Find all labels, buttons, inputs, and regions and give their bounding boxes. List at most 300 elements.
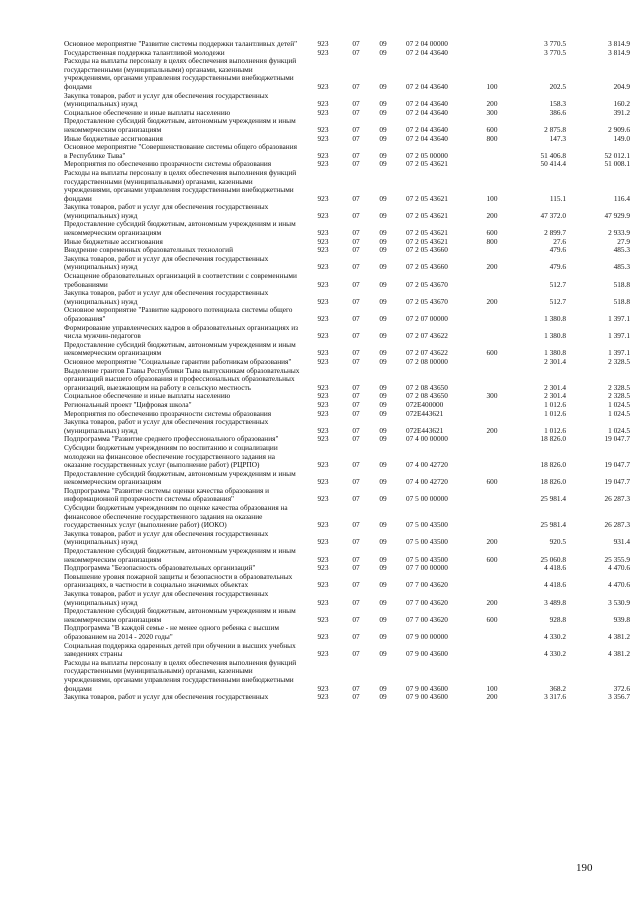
cell-expense-type bbox=[478, 435, 506, 444]
row-name: Социальное обеспечение и иные выплаты населению bbox=[64, 391, 231, 401]
cell-target-code: 07 2 05 43621 bbox=[406, 193, 448, 203]
cell-amount-year2: 518.8 bbox=[613, 296, 630, 306]
cell-subsection: 09 bbox=[379, 683, 387, 693]
cell-amount-year1: 51 406.8 bbox=[540, 150, 566, 160]
cell-subsection: 09 bbox=[379, 279, 387, 289]
table-row bbox=[64, 220, 630, 237]
cell-target-code: 07 7 00 43620 bbox=[406, 580, 448, 590]
table-row bbox=[64, 92, 630, 109]
cell-section: 07 bbox=[352, 348, 360, 358]
cell-expense-type: 600 bbox=[486, 228, 498, 238]
cell-expense-type bbox=[478, 306, 506, 323]
cell-subsection: 09 bbox=[379, 649, 387, 659]
cell-subsection: 09 bbox=[379, 554, 387, 564]
row-name: Расходы на выплаты персоналу в целях обеспечения выполнения функций государственными (муниципальными) органами, казенными учреждениями, органами управления государственными внебюджетными фондами bbox=[64, 167, 297, 203]
cell-amount-year2: 1 024.5 bbox=[608, 399, 630, 409]
cell-expense-type: 200 bbox=[486, 210, 498, 220]
row-name: Внедрение современных образовательных технологий bbox=[64, 245, 233, 255]
cell-gov-code: 923 bbox=[317, 434, 329, 444]
cell-amount-year1: 1 380.8 bbox=[544, 331, 566, 341]
cell-amount-year1: 368.2 bbox=[549, 683, 566, 693]
table-row bbox=[64, 607, 630, 624]
cell-amount-year2: 2 328.5 bbox=[608, 391, 630, 401]
cell-target-code: 07 2 05 00000 bbox=[406, 150, 448, 160]
cell-target-code: 07 2 05 43621 bbox=[406, 228, 448, 238]
cell-subsection: 09 bbox=[379, 107, 387, 117]
row-name: Закупка товаров, работ и услуг для обеспечения государственных (муниципальных) нужд bbox=[64, 417, 269, 435]
table-row bbox=[64, 306, 630, 323]
cell-gov-code: 923 bbox=[317, 279, 329, 289]
cell-gov-code: 923 bbox=[317, 580, 329, 590]
cell-gov-code: 923 bbox=[317, 477, 329, 487]
cell-gov-code: 923 bbox=[317, 47, 329, 57]
cell-subsection: 09 bbox=[379, 81, 387, 91]
cell-section: 07 bbox=[352, 597, 360, 607]
cell-section: 07 bbox=[352, 563, 360, 573]
cell-amount-year1: 4 418.6 bbox=[544, 563, 566, 573]
cell-amount-year1: 27.6 bbox=[553, 236, 566, 246]
cell-amount-year2: 1 024.5 bbox=[608, 408, 630, 418]
cell-amount-year1: 512.7 bbox=[549, 296, 566, 306]
cell-gov-code: 923 bbox=[317, 133, 329, 143]
table-row bbox=[64, 642, 630, 659]
cell-amount-year2: 52 012.1 bbox=[604, 150, 630, 160]
cell-amount-year2: 26 287.3 bbox=[604, 494, 630, 504]
cell-amount-year1: 1 380.8 bbox=[544, 314, 566, 323]
cell-gov-code: 923 bbox=[317, 193, 329, 203]
cell-gov-code: 923 bbox=[317, 331, 329, 341]
cell-expense-type: 600 bbox=[486, 124, 498, 134]
cell-subsection: 09 bbox=[379, 477, 387, 487]
cell-section: 07 bbox=[352, 683, 360, 693]
row-name: Расходы на выплаты персоналу в целях обеспечения выполнения функций государственными (муниципальными) органами, казенными учреждениями, органами управления государственными внебюджетными фондами bbox=[64, 56, 297, 91]
cell-section: 07 bbox=[352, 314, 360, 323]
cell-section: 07 bbox=[352, 391, 360, 401]
cell-target-code: 07 2 04 43640 bbox=[406, 124, 448, 134]
row-name: Социальное обеспечение и иные выплаты населению bbox=[64, 107, 231, 117]
cell-subsection: 09 bbox=[379, 39, 387, 48]
cell-section: 07 bbox=[352, 245, 360, 255]
cell-target-code: 07 2 07 00000 bbox=[406, 314, 448, 323]
cell-amount-year1: 25 981.4 bbox=[540, 520, 566, 530]
cell-amount-year2: 4 470.6 bbox=[608, 580, 630, 590]
row-name: Закупка товаров, работ и услуг для обеспечения государственных (муниципальных) нужд bbox=[64, 90, 269, 109]
row-name: Закупка товаров, работ и услуг для обеспечения государственных (муниципальных) нужд bbox=[64, 288, 269, 306]
row-name: Закупка товаров, работ и услуг для обеспечения государственных (муниципальных) нужд bbox=[64, 202, 269, 220]
cell-target-code: 072E443621 bbox=[406, 408, 444, 418]
row-name: Оснащение образовательных организаций в соответствии с современными требованиями bbox=[64, 271, 297, 289]
cell-expense-type: 600 bbox=[486, 614, 498, 624]
cell-amount-year2: 204.9 bbox=[613, 81, 630, 91]
cell-amount-year2: 518.8 bbox=[613, 279, 630, 289]
cell-target-code: 07 2 05 43670 bbox=[406, 279, 448, 289]
cell-gov-code: 923 bbox=[317, 124, 329, 134]
cell-gov-code: 923 bbox=[317, 408, 329, 418]
cell-expense-type: 200 bbox=[486, 99, 498, 109]
cell-amount-year1: 3 489.8 bbox=[544, 597, 566, 607]
cell-section: 07 bbox=[352, 580, 360, 590]
cell-amount-year1: 479.6 bbox=[549, 262, 566, 272]
cell-gov-code: 923 bbox=[317, 236, 329, 246]
cell-section: 07 bbox=[352, 279, 360, 289]
cell-amount-year2: 2 909.6 bbox=[608, 124, 630, 134]
cell-section: 07 bbox=[352, 107, 360, 117]
cell-section: 07 bbox=[352, 356, 360, 366]
cell-amount-year2: 47 929.9 bbox=[604, 210, 630, 220]
cell-amount-year1: 4 418.6 bbox=[544, 580, 566, 590]
cell-expense-type: 100 bbox=[486, 81, 498, 91]
cell-subsection: 09 bbox=[379, 356, 387, 366]
table-row bbox=[64, 418, 630, 435]
row-name: Расходы на выплаты персоналу в целях обеспечения выполнения функций государственными (муниципальными) органами, казенными учреждениями, органами управления государственными внебюджетными фондами bbox=[64, 657, 297, 693]
cell-amount-year1: 1 012.6 bbox=[544, 408, 566, 418]
cell-amount-year1: 4 330.2 bbox=[544, 649, 566, 659]
cell-target-code: 07 9 00 43600 bbox=[406, 692, 448, 702]
cell-amount-year1: 3 317.6 bbox=[544, 692, 566, 702]
cell-target-code: 07 2 05 43621 bbox=[406, 236, 448, 246]
cell-gov-code: 923 bbox=[317, 348, 329, 358]
table-row bbox=[64, 117, 630, 134]
cell-gov-code: 923 bbox=[317, 692, 329, 702]
cell-subsection: 09 bbox=[379, 228, 387, 238]
cell-gov-code: 923 bbox=[317, 39, 329, 48]
cell-amount-year2: 939.8 bbox=[613, 614, 630, 624]
row-name: Основное мероприятие "Развитие кадрового потенциала системы общего образования" bbox=[64, 305, 293, 323]
cell-amount-year2: 2 328.5 bbox=[608, 382, 630, 392]
cell-target-code: 07 4 00 42720 bbox=[406, 460, 448, 470]
cell-target-code: 07 2 05 43660 bbox=[406, 262, 448, 272]
cell-gov-code: 923 bbox=[317, 460, 329, 470]
cell-section: 07 bbox=[352, 382, 360, 392]
cell-subsection: 09 bbox=[379, 159, 387, 169]
cell-amount-year2: 19 047.7 bbox=[604, 477, 630, 487]
cell-amount-year2: 391.2 bbox=[613, 107, 630, 117]
cell-expense-type: 300 bbox=[486, 107, 498, 117]
cell-amount-year1: 386.6 bbox=[549, 107, 566, 117]
cell-amount-year2: 1 024.5 bbox=[608, 425, 630, 435]
cell-subsection: 09 bbox=[379, 563, 387, 573]
cell-subsection: 09 bbox=[379, 614, 387, 624]
cell-amount-year1: 3 770.5 bbox=[544, 39, 566, 48]
cell-gov-code: 923 bbox=[317, 296, 329, 306]
cell-amount-year1: 18 826.0 bbox=[540, 460, 566, 470]
table-row bbox=[64, 530, 630, 547]
cell-subsection: 09 bbox=[379, 210, 387, 220]
cell-gov-code: 923 bbox=[317, 99, 329, 109]
cell-target-code: 07 2 04 43640 bbox=[406, 47, 448, 57]
cell-gov-code: 923 bbox=[317, 107, 329, 117]
cell-gov-code: 923 bbox=[317, 537, 329, 547]
cell-target-code: 07 2 04 43640 bbox=[406, 133, 448, 143]
table-row bbox=[64, 255, 630, 272]
cell-section: 07 bbox=[352, 614, 360, 624]
cell-target-code: 07 9 00 43600 bbox=[406, 649, 448, 659]
cell-amount-year2: 372.6 bbox=[613, 683, 630, 693]
cell-expense-type: 600 bbox=[486, 348, 498, 358]
row-name: Предоставление субсидий бюджетным, автономным учреждениям и иным некоммерческим организациям bbox=[64, 339, 296, 358]
cell-subsection: 09 bbox=[379, 124, 387, 134]
cell-gov-code: 923 bbox=[317, 631, 329, 641]
cell-gov-code: 923 bbox=[317, 554, 329, 564]
row-name: Предоставление субсидий бюджетным, автономным учреждениям и иным некоммерческим организациям bbox=[64, 606, 296, 624]
table-row bbox=[64, 289, 630, 306]
cell-amount-year2: 485.3 bbox=[613, 245, 630, 255]
cell-gov-code: 923 bbox=[317, 382, 329, 392]
cell-amount-year1: 25 981.4 bbox=[540, 494, 566, 504]
row-name: Мероприятия по обеспечению прозрачности системы образования bbox=[64, 159, 272, 169]
cell-target-code: 07 2 08 43650 bbox=[406, 382, 448, 392]
cell-amount-year1: 47 372.0 bbox=[540, 210, 566, 220]
row-name: Основное мероприятие "Совершенствование системы общего образования в Республике Тыва" bbox=[64, 142, 297, 160]
cell-amount-year2: 2 933.9 bbox=[608, 228, 630, 238]
row-name: Формирование управленческих кадров в образовательных организациях из числа мужчин-педагогов bbox=[64, 322, 298, 341]
cell-expense-type bbox=[478, 504, 506, 530]
cell-expense-type bbox=[478, 272, 506, 289]
cell-expense-type bbox=[478, 444, 506, 470]
row-name: Предоставление субсидий бюджетным, автономным учреждениям и иным некоммерческим организациям bbox=[64, 468, 296, 487]
cell-amount-year2: 1 397.1 bbox=[608, 348, 630, 358]
cell-target-code: 07 2 07 43622 bbox=[406, 348, 448, 358]
cell-section: 07 bbox=[352, 81, 360, 91]
cell-expense-type bbox=[478, 487, 506, 504]
cell-amount-year1: 18 826.0 bbox=[540, 434, 566, 444]
cell-expense-type: 100 bbox=[486, 683, 498, 693]
cell-amount-year1: 158.3 bbox=[549, 99, 566, 109]
cell-expense-type bbox=[478, 40, 506, 49]
cell-subsection: 09 bbox=[379, 399, 387, 409]
cell-amount-year1: 928.8 bbox=[549, 614, 566, 624]
cell-section: 07 bbox=[352, 262, 360, 272]
cell-expense-type: 200 bbox=[486, 537, 498, 547]
cell-expense-type: 200 bbox=[486, 296, 498, 306]
cell-gov-code: 923 bbox=[317, 159, 329, 169]
cell-amount-year2: 27.9 bbox=[617, 236, 630, 246]
cell-gov-code: 923 bbox=[317, 81, 329, 91]
cell-expense-type bbox=[478, 324, 506, 341]
cell-section: 07 bbox=[352, 692, 360, 702]
table-row bbox=[64, 504, 630, 530]
cell-subsection: 09 bbox=[379, 434, 387, 444]
cell-section: 07 bbox=[352, 210, 360, 220]
cell-amount-year2: 51 008.1 bbox=[604, 159, 630, 169]
cell-section: 07 bbox=[352, 228, 360, 238]
cell-target-code: 07 5 00 43500 bbox=[406, 537, 448, 547]
cell-section: 07 bbox=[352, 477, 360, 487]
cell-amount-year1: 512.7 bbox=[549, 279, 566, 289]
table-row bbox=[64, 169, 630, 203]
cell-expense-type bbox=[478, 367, 506, 393]
cell-target-code: 07 2 04 43640 bbox=[406, 107, 448, 117]
cell-subsection: 09 bbox=[379, 537, 387, 547]
cell-amount-year2: 1 397.1 bbox=[608, 314, 630, 323]
cell-target-code: 07 2 07 43622 bbox=[406, 331, 448, 341]
cell-gov-code: 923 bbox=[317, 245, 329, 255]
cell-amount-year2: 3 530.9 bbox=[608, 597, 630, 607]
row-name: Государственная поддержка талантливой молодежи bbox=[64, 47, 225, 57]
table-row bbox=[64, 659, 630, 693]
cell-section: 07 bbox=[352, 47, 360, 57]
cell-expense-type: 600 bbox=[486, 477, 498, 487]
table-row bbox=[64, 547, 630, 564]
cell-gov-code: 923 bbox=[317, 520, 329, 530]
table-row bbox=[64, 444, 630, 470]
cell-subsection: 09 bbox=[379, 597, 387, 607]
row-name: Подпрограмма "В каждой семье - не менее одного ребенка с высшим образованием на 2014 - 2020 годы" bbox=[64, 623, 280, 641]
cell-expense-type bbox=[478, 246, 506, 255]
cell-expense-type: 200 bbox=[486, 692, 498, 702]
cell-expense-type: 100 bbox=[486, 193, 498, 203]
row-name: Основное мероприятие "Развитие системы поддержки талантливых детей" bbox=[64, 39, 298, 48]
cell-amount-year2: 3 814.9 bbox=[608, 47, 630, 57]
cell-expense-type bbox=[478, 573, 506, 590]
cell-target-code: 07 2 05 43670 bbox=[406, 296, 448, 306]
cell-expense-type bbox=[478, 49, 506, 58]
cell-target-code: 07 5 00 00000 bbox=[406, 494, 448, 504]
cell-target-code: 07 9 00 43600 bbox=[406, 683, 448, 693]
cell-expense-type bbox=[478, 160, 506, 169]
budget-sheet bbox=[64, 39, 630, 702]
cell-amount-year1: 2 899.7 bbox=[544, 228, 566, 238]
cell-amount-year2: 2 328.5 bbox=[608, 356, 630, 366]
cell-amount-year1: 2 301.4 bbox=[544, 391, 566, 401]
cell-section: 07 bbox=[352, 537, 360, 547]
cell-amount-year2: 485.3 bbox=[613, 262, 630, 272]
cell-amount-year1: 920.5 bbox=[549, 537, 566, 547]
table-row bbox=[64, 367, 630, 393]
cell-section: 07 bbox=[352, 649, 360, 659]
row-name: Мероприятия по обеспечению прозрачности системы образования bbox=[64, 408, 272, 418]
cell-target-code: 07 2 08 00000 bbox=[406, 356, 448, 366]
table-row bbox=[64, 203, 630, 220]
cell-target-code: 07 7 00 43620 bbox=[406, 614, 448, 624]
cell-amount-year1: 25 060.8 bbox=[540, 554, 566, 564]
cell-subsection: 09 bbox=[379, 99, 387, 109]
cell-expense-type: 200 bbox=[486, 425, 498, 435]
cell-target-code: 07 7 00 00000 bbox=[406, 563, 448, 573]
row-name: Подпрограмма "Безопасность образовательных организаций" bbox=[64, 563, 256, 573]
table-row bbox=[64, 487, 630, 504]
cell-section: 07 bbox=[352, 554, 360, 564]
cell-expense-type: 300 bbox=[486, 391, 498, 401]
cell-section: 07 bbox=[352, 150, 360, 160]
cell-section: 07 bbox=[352, 296, 360, 306]
table-row bbox=[64, 590, 630, 607]
cell-gov-code: 923 bbox=[317, 649, 329, 659]
table-row bbox=[64, 470, 630, 487]
cell-subsection: 09 bbox=[379, 262, 387, 272]
cell-amount-year2: 19 047.7 bbox=[604, 460, 630, 470]
cell-expense-type bbox=[478, 410, 506, 419]
cell-expense-type bbox=[478, 564, 506, 573]
cell-target-code: 07 2 05 43621 bbox=[406, 159, 448, 169]
cell-amount-year1: 1 012.6 bbox=[544, 425, 566, 435]
cell-subsection: 09 bbox=[379, 631, 387, 641]
cell-target-code: 07 5 00 43500 bbox=[406, 554, 448, 564]
row-name: Подпрограмма "Развитие системы оценки качества образования и информационной прозрачности системы образования" bbox=[64, 485, 270, 504]
cell-gov-code: 923 bbox=[317, 391, 329, 401]
cell-expense-type: 200 bbox=[486, 597, 498, 607]
row-name: Предоставление субсидий бюджетным, автономным учреждениям и иным некоммерческим организациям bbox=[64, 116, 296, 134]
cell-target-code: 07 2 05 43621 bbox=[406, 210, 448, 220]
cell-target-code: 072E443621 bbox=[406, 425, 444, 435]
cell-gov-code: 923 bbox=[317, 563, 329, 573]
cell-subsection: 09 bbox=[379, 520, 387, 530]
cell-subsection: 09 bbox=[379, 391, 387, 401]
cell-subsection: 09 bbox=[379, 314, 387, 323]
cell-amount-year1: 18 826.0 bbox=[540, 477, 566, 487]
cell-amount-year2: 160.2 bbox=[613, 99, 630, 109]
row-name: Подпрограмма "Развитие среднего профессионального образования" bbox=[64, 434, 279, 444]
cell-subsection: 09 bbox=[379, 580, 387, 590]
budget-table bbox=[64, 40, 630, 702]
cell-gov-code: 923 bbox=[317, 262, 329, 272]
table-row bbox=[64, 143, 630, 160]
row-name: Иные бюджетные ассигнования bbox=[64, 236, 163, 246]
cell-amount-year1: 147.3 bbox=[549, 133, 566, 143]
row-name: Закупка товаров, работ и услуг для обеспечения государственных (муниципальных) нужд bbox=[64, 589, 269, 607]
cell-amount-year1: 4 330.2 bbox=[544, 631, 566, 641]
cell-section: 07 bbox=[352, 39, 360, 48]
cell-amount-year1: 2 301.4 bbox=[544, 382, 566, 392]
cell-amount-year2: 4 470.6 bbox=[608, 563, 630, 573]
cell-amount-year1: 1 380.8 bbox=[544, 348, 566, 358]
cell-section: 07 bbox=[352, 399, 360, 409]
cell-amount-year2: 26 287.3 bbox=[604, 520, 630, 530]
cell-amount-year2: 4 381.2 bbox=[608, 649, 630, 659]
cell-section: 07 bbox=[352, 520, 360, 530]
cell-amount-year1: 2 875.8 bbox=[544, 124, 566, 134]
cell-amount-year2: 25 355.9 bbox=[604, 554, 630, 564]
cell-amount-year1: 1 012.6 bbox=[544, 399, 566, 409]
cell-section: 07 bbox=[352, 408, 360, 418]
cell-subsection: 09 bbox=[379, 236, 387, 246]
row-name: Региональный проект "Цифровая школа" bbox=[64, 399, 192, 409]
cell-amount-year1: 3 770.5 bbox=[544, 47, 566, 57]
row-name: Закупка товаров, работ и услуг для обеспечения государственных bbox=[64, 692, 269, 702]
cell-section: 07 bbox=[352, 631, 360, 641]
cell-section: 07 bbox=[352, 494, 360, 504]
table-row bbox=[64, 272, 630, 289]
cell-target-code: 07 2 08 43650 bbox=[406, 391, 448, 401]
table-row bbox=[64, 57, 630, 91]
cell-section: 07 bbox=[352, 124, 360, 134]
cell-amount-year2: 3 356.7 bbox=[608, 692, 630, 702]
cell-section: 07 bbox=[352, 460, 360, 470]
cell-amount-year2: 3 814.9 bbox=[608, 39, 630, 48]
row-name: Субсидии бюджетным учреждениям по воспитанию и социализации молодежи на финансовое обеспечение государственного задания на оказание государственных услуг (выполнение работ) (РЦРПО) bbox=[64, 442, 278, 470]
cell-gov-code: 923 bbox=[317, 425, 329, 435]
cell-amount-year2: 116.4 bbox=[613, 193, 630, 203]
cell-gov-code: 923 bbox=[317, 314, 329, 323]
budget-table-body bbox=[64, 40, 630, 702]
table-row bbox=[64, 324, 630, 341]
cell-amount-year1: 50 414.4 bbox=[540, 159, 566, 169]
cell-expense-type: 600 bbox=[486, 554, 498, 564]
cell-subsection: 09 bbox=[379, 150, 387, 160]
table-row bbox=[64, 693, 630, 702]
cell-section: 07 bbox=[352, 331, 360, 341]
cell-section: 07 bbox=[352, 159, 360, 169]
cell-section: 07 bbox=[352, 193, 360, 203]
cell-expense-type: 800 bbox=[486, 133, 498, 143]
table-row bbox=[64, 341, 630, 358]
cell-subsection: 09 bbox=[379, 296, 387, 306]
cell-subsection: 09 bbox=[379, 382, 387, 392]
cell-subsection: 09 bbox=[379, 460, 387, 470]
cell-amount-year1: 202.5 bbox=[549, 81, 566, 91]
row-name: Субсидии бюджетным учреждениям по оценке качества образования на финансовое обеспечение государственного задания на оказание государственных услуг (выполнение работ) (ИОКО) bbox=[64, 503, 288, 530]
cell-gov-code: 923 bbox=[317, 494, 329, 504]
